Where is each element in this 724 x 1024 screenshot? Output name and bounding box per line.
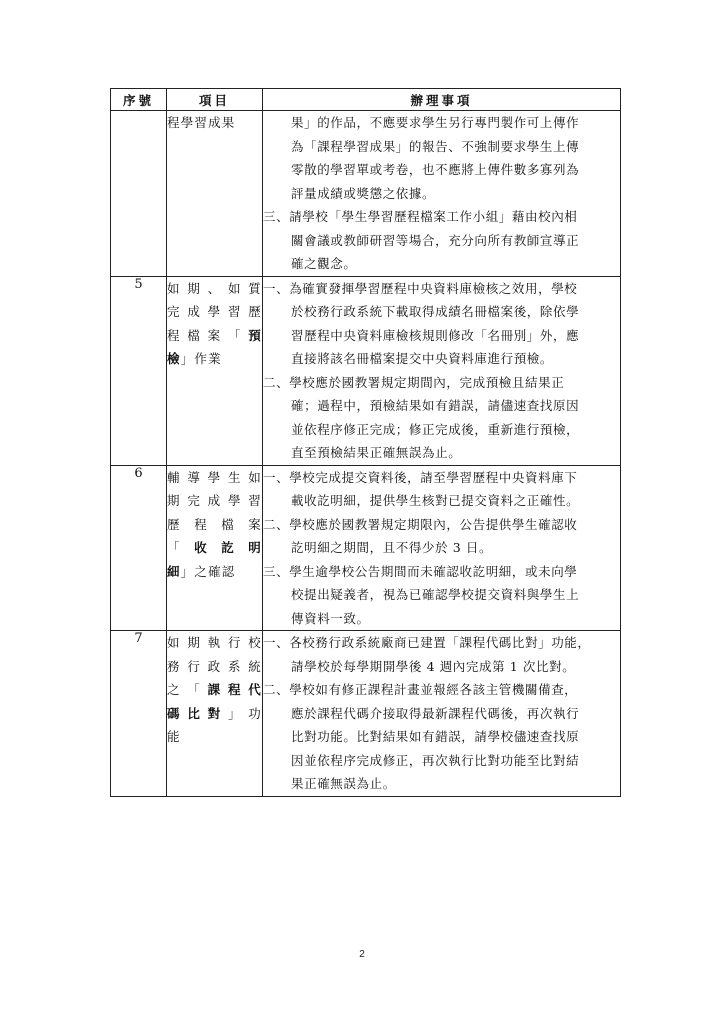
task-item: [263, 371, 620, 465]
item-name-line: [167, 277, 262, 301]
item-name-text: 期完成學習: [167, 493, 262, 508]
task-line: 請學校於每學期開學後 4 週內完成第 1 次比對。: [291, 658, 576, 674]
table-header-row: [111, 89, 621, 111]
regulation-table: [110, 88, 621, 797]
item-name-line: [167, 631, 262, 655]
task-line: 比對功能。比對結果如有錯誤，請學校儘速查找原: [291, 729, 580, 744]
item-name-text: 能: [167, 729, 181, 744]
item-name-text: 完成學習歷: [167, 304, 262, 319]
task-line: 零散的學習單或考卷，也不應將上傳件數多寡列為: [291, 162, 580, 177]
task-line: 三、學生逾學校公告期間而未確認收訖明細，或未向學: [263, 563, 578, 579]
item-name-text: 「: [167, 540, 195, 555]
task-item: [263, 631, 620, 678]
row-item-name: [167, 111, 263, 277]
task-line: 傳資料一致。: [291, 610, 370, 626]
task-line: 一、為確實發揮學習歷程中央資料庫檢核之效用，學校: [263, 280, 578, 296]
task-line: 確；過程中，預檢結果如有錯誤，請儘速查找原因: [291, 398, 580, 413]
task-line: 為「課程學習成果」的報告、不強制要求學生上傳: [291, 138, 580, 154]
row-tasks: [263, 631, 621, 797]
task-line: 並依程序修正完成；修正完成後，重新進行預檢，: [291, 421, 580, 437]
table-row: [111, 465, 621, 631]
task-item: [263, 111, 620, 205]
row-item-name: [167, 465, 263, 631]
task-line: 因並依程序完成修正，再次執行比對功能至比對結: [291, 752, 580, 768]
item-name-bold: 碼比對: [167, 705, 228, 721]
task-line: 應於課程代碼介接取得最新課程代碼後，再次執行: [291, 705, 580, 721]
item-name-line: [167, 560, 262, 584]
task-line: 一、各校務行政系統廠商已建置「課程代碼比對」功能，: [263, 635, 591, 650]
task-line: 關會議或教師研習等場合，充分向所有教師宣導正: [291, 232, 580, 248]
item-name-text: 程檔案「: [167, 327, 249, 343]
task-item: [263, 277, 620, 371]
item-name-line: [167, 678, 262, 702]
row-item-name: [167, 631, 263, 797]
task-item: [263, 513, 620, 560]
item-name-text: 務行政系統: [167, 658, 262, 674]
item-name-text: 程學習成果: [167, 115, 236, 130]
page-number: 2: [359, 949, 365, 960]
task-item: [263, 678, 620, 796]
task-line: 一、學校完成提交資料後，請至學習歷程中央資料庫下: [263, 469, 578, 485]
item-name-text: 」之確認: [180, 563, 236, 579]
task-line: 載收訖明細，提供學生核對已提交資料之正確性。: [291, 493, 580, 508]
row-number: 5: [111, 276, 167, 465]
item-name-line: [167, 489, 262, 513]
task-item: [263, 466, 620, 513]
header-number: 序號: [111, 89, 167, 111]
item-name-line: [167, 111, 262, 135]
task-line: 於校務行政系統下載取得成績名冊檔案後，除依學: [291, 304, 580, 319]
item-name-line: [167, 466, 262, 490]
task-line: 果」的作品，不應要求學生另行專門製作可上傳作: [291, 115, 580, 130]
item-name-text: 之「: [167, 682, 208, 697]
item-name-bold: 收訖明: [194, 540, 263, 555]
item-name-line: [167, 324, 262, 348]
item-name-line: [167, 513, 262, 537]
item-name-bold: 課程代: [207, 682, 262, 697]
item-name-text: 」作業: [180, 351, 222, 366]
task-line: 二、學校應於國教署規定期間內，完成預檢且結果正: [263, 374, 565, 390]
row-item-name: [167, 276, 263, 465]
item-name-text: 如期執行校: [167, 635, 262, 650]
task-line: 訖明細之期間，且不得少於 3 日。: [291, 540, 493, 555]
item-name-line: [167, 702, 262, 726]
task-line: 果正確無誤為止。: [291, 776, 396, 791]
item-name-text: 輔導學生如: [167, 469, 262, 485]
row-number: 7: [111, 631, 167, 797]
task-line: 確之觀念。: [291, 256, 357, 271]
item-name-text: 如期、如質: [167, 280, 262, 296]
item-name-bold: 細: [167, 563, 181, 579]
item-name-text: 」功: [227, 705, 262, 721]
item-name-line: [167, 347, 262, 371]
row-number: [111, 111, 167, 277]
task-line: 三、請學校「學生學習歷程檔案工作小組」藉由校內相: [263, 209, 578, 224]
task-item: [263, 205, 620, 276]
task-line: 評量成績或獎懲之依據。: [291, 185, 436, 201]
row-number: 6: [111, 465, 167, 631]
table-row: [111, 276, 621, 465]
item-name-line: [167, 655, 262, 679]
row-tasks: [263, 465, 621, 631]
task-line: 直至預檢結果正確無誤為止。: [291, 445, 462, 460]
task-item: [263, 560, 620, 631]
header-tasks: 辦理事項: [263, 89, 621, 111]
item-name-line: [167, 536, 262, 560]
item-name-bold: 預: [248, 327, 262, 343]
task-line: 二、學校如有修正課程計畫並報經各該主管機關備查，: [263, 682, 578, 697]
row-tasks: [263, 111, 621, 277]
item-name-text: 歷程檔案: [167, 516, 262, 532]
table-row: [111, 631, 621, 797]
task-line: 校提出疑義者，視為已確認學校提交資料與學生上: [291, 587, 580, 602]
row-tasks: [263, 276, 621, 465]
table-row: [111, 111, 621, 277]
item-name-bold: 檢: [167, 351, 181, 366]
task-line: 直接將該名冊檔案提交中央資料庫進行預檢。: [291, 351, 554, 366]
item-name-line: [167, 300, 262, 324]
header-item: 項目: [167, 89, 263, 111]
task-line: 二、學校應於國教署規定期限內，公告提供學生確認收: [263, 516, 578, 532]
task-line: 習歷程中央資料庫檢核規則修改「名冊別」外，應: [291, 327, 580, 343]
item-name-line: [167, 725, 262, 749]
